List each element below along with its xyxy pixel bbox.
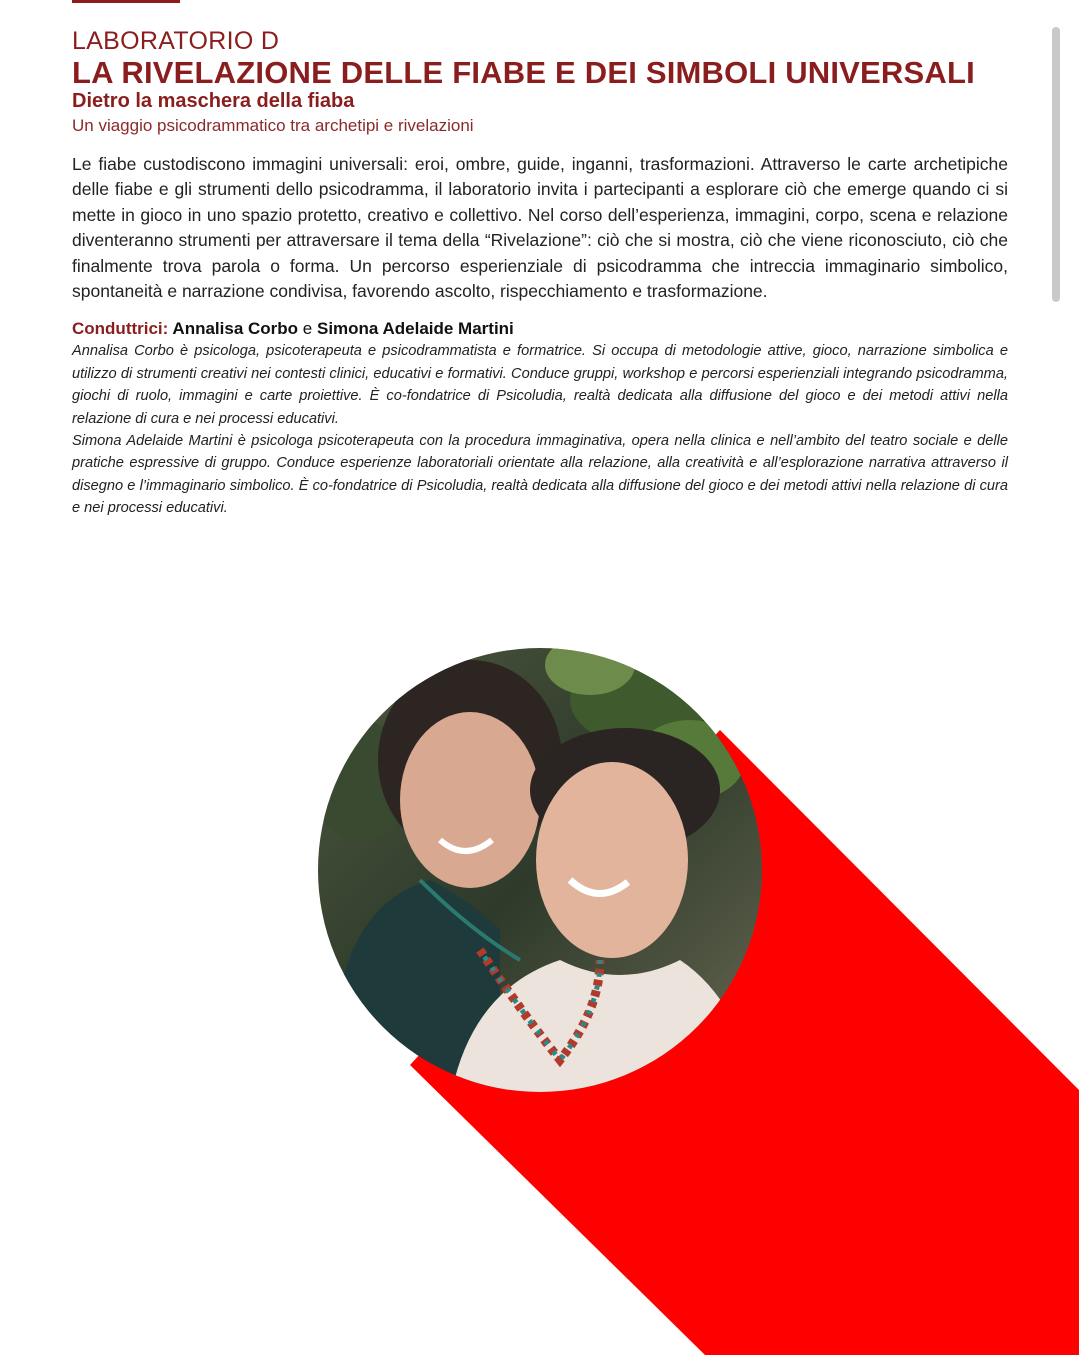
conductor-conjunction: e: [302, 319, 313, 339]
tagline: Un viaggio psicodrammatico tra archetipi e rivelazioni: [72, 116, 474, 135]
bio-annalisa-corbo: Annalisa Corbo è psicologa, psicoterapeuta e psicodrammatista e formatrice. Si occupa di metodologie attive, gioco, narrazione simbolica e utilizzo di strumenti creativi nei contesti clinici, educativi e formativi. Conduce gruppi, workshop e percorsi esperienziali integrando psicodramma, giochi di ruolo, immagini e carte proiettive. È co-fondatrice di Psicoludia, realtà dedicata alla diffusione del gioco e dei metodi attivi nella relazione di cura e nei processi educativi.: [72, 343, 1008, 427]
page-title: LA RIVELAZIONE DELLE FIABE E DEI SIMBOLI UNIVERSALI: [72, 55, 975, 90]
lab-label: LABORATORIO D: [72, 27, 280, 55]
conductor-name-1: Annalisa Corbo: [172, 319, 299, 339]
subtitle: Dietro la maschera della fiaba: [72, 90, 355, 112]
conductors-label: Conduttrici:: [72, 319, 169, 339]
conductor-name-2: Simona Adelaide Martini: [316, 319, 514, 339]
bio-simona-martini: Simona Adelaide Martini è psicologa psicoterapeuta con la procedura immaginativa, opera nella clinica e nell’ambito del teatro sociale e delle pratiche espressive di gruppo. Conduce esperienze laboratoriali orientate alla relazione, alla creatività e all’esplorazione narrativa attraverso il disegno e l’immaginario simbolico. È co-fondatrice di Psicoludia, realtà dedicata alla diffusione del gioco e dei metodi attivi nella relazione di cura e nei processi educativi.: [72, 433, 1008, 517]
intro-paragraph: Le fiabe custodiscono immagini universali: eroi, ombre, guide, inganni, trasformazioni. Attraverso le carte archetipiche delle fiabe e gli strumenti dello psicodramma, il laboratorio invita i partecipanti a esplorare ciò che emerge quando ci si mette in gioco in uno spazio protetto, creativo e collettivo. Nel corso dell’esperienza, immagini, corpo, scena e relazione diventeranno strumenti per attraversare il tema della “Rivelazione”: ciò che si mostra, ciò che viene riconosciuto, ciò che finalmente trova parola o forma. Un percorso esperienziale di psicodramma che intreccia immaginario simbolico, spontaneità e narrazione condivisa, favorendo ascolto, rispecchiamento e trasformazione.: [72, 154, 1008, 302]
